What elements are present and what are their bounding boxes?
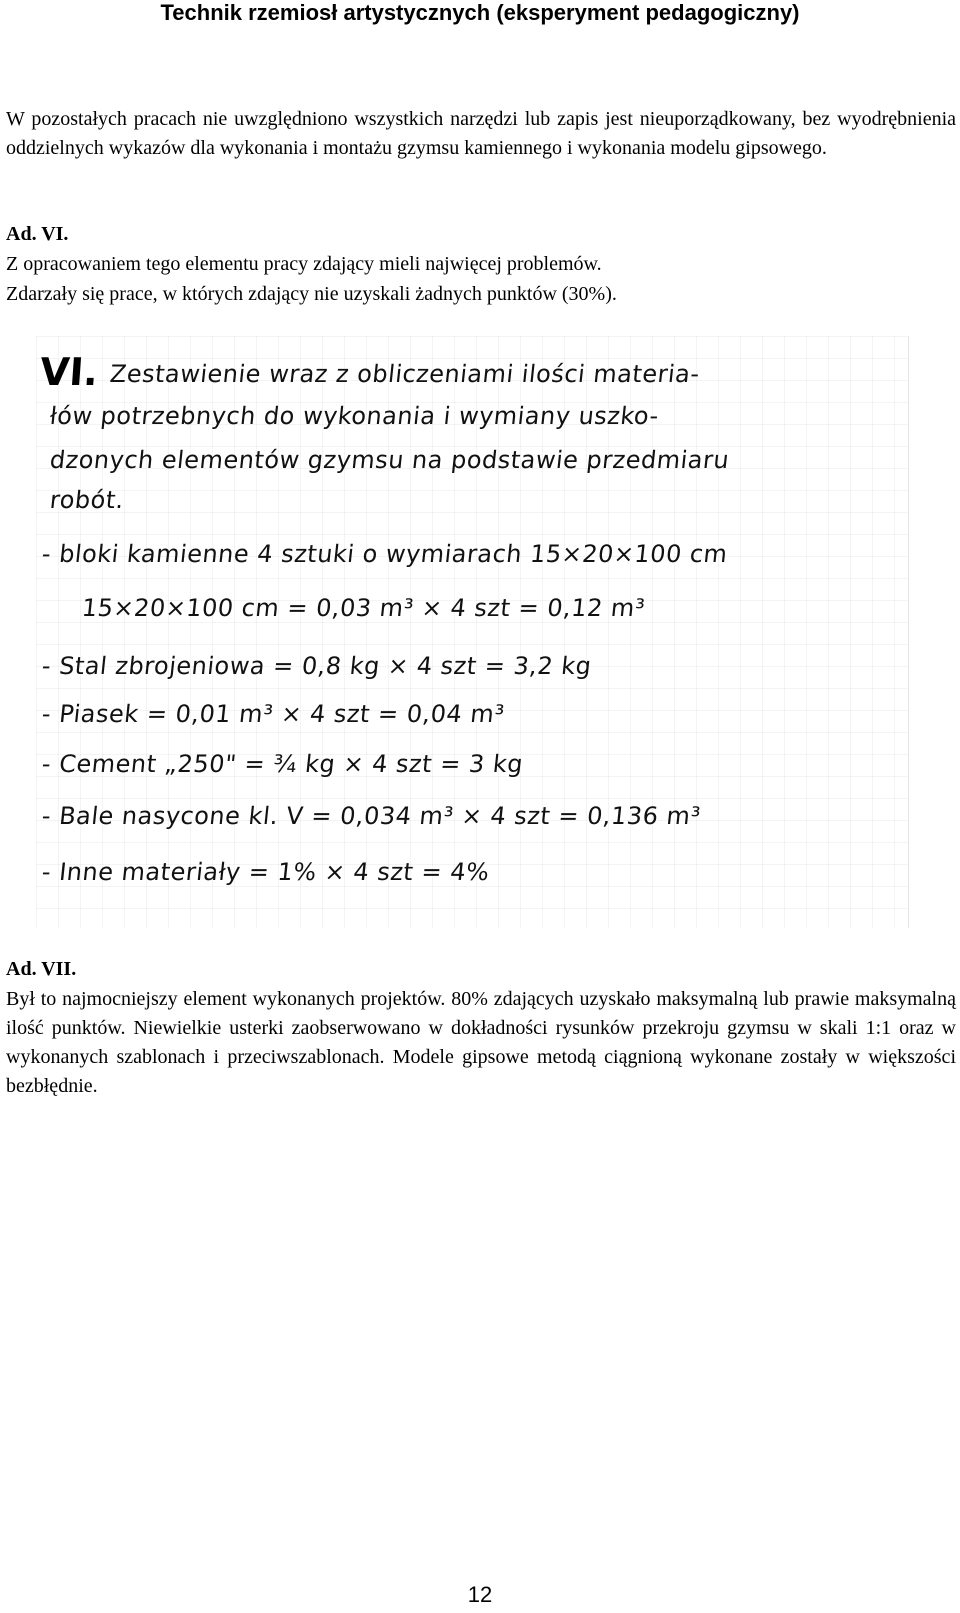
- section-vi-line-2: Zdarzały się prace, w których zdający nie uzyskali żadnych punktów (30%).: [6, 283, 617, 305]
- page-header: Technik rzemiosł artystycznych (eksperyment pedagogiczny): [160, 0, 800, 25]
- scan-heading-line-2: łów potrzebnych do wykonania i wymiany uszko-: [48, 402, 661, 430]
- scan-row-bloki-calc: 15×20×100 cm = 0,03 m³ × 4 szt = 0,12 m³: [80, 594, 647, 622]
- section-vii-paragraph: Był to najmocniejszy element wykonanych projektów. 80% zdających uzyskało maksymalną lub prawie maksymalną ilość punktów. Niewielkie usterki zaobserwowano w dokładności rysunków przekroju gzymsu w skali 1:1 oraz w wykonanych szablonach i przeciwszablonach. Modele gipsowe metodą ciągnioną wykonane zostały w większości bezbłędnie.: [6, 988, 956, 1097]
- page-number: 12: [467, 1582, 493, 1607]
- scan-row-bale: - Bale nasycone kl. V = 0,034 m³ × 4 szt = 0,136 m³: [40, 802, 703, 830]
- intro-paragraph: W pozostałych pracach nie uwzględniono wszystkich narzędzi lub zapis jest nieuporządkowany, bez wyodrębnienia oddzielnych wykazów dla wykonania i montażu gzymsu kamiennego i wykonania modelu gipsowego.: [6, 108, 956, 159]
- scan-heading-line-1: Zestawienie wraz z obliczeniami ilości materia-: [108, 360, 702, 388]
- section-vii-heading: Ad. VII.: [6, 958, 77, 980]
- scan-heading-number: VI.: [38, 350, 100, 394]
- scan-row-piasek: - Piasek = 0,01 m³ × 4 szt = 0,04 m³: [40, 700, 506, 728]
- scan-heading-line-3: dzonych elementów gzymsu na podstawie przedmiaru: [48, 446, 731, 474]
- scan-heading-line-4: robót.: [48, 486, 126, 514]
- section-vi-heading: Ad. VI.: [6, 223, 69, 245]
- scan-row-stal: - Stal zbrojeniowa = 0,8 kg × 4 szt = 3,2 kg: [40, 652, 593, 680]
- handwritten-scan: [36, 336, 909, 928]
- scan-row-inne: - Inne materiały = 1% × 4 szt = 4%: [40, 858, 491, 886]
- section-vi-line-1: Z opracowaniem tego elementu pracy zdający mieli najwięcej problemów.: [6, 253, 602, 275]
- scan-row-bloki: - bloki kamienne 4 sztuki o wymiarach 15×20×100 cm: [40, 540, 729, 568]
- scan-row-cement: - Cement „250" = ¾ kg × 4 szt = 3 kg: [40, 750, 525, 778]
